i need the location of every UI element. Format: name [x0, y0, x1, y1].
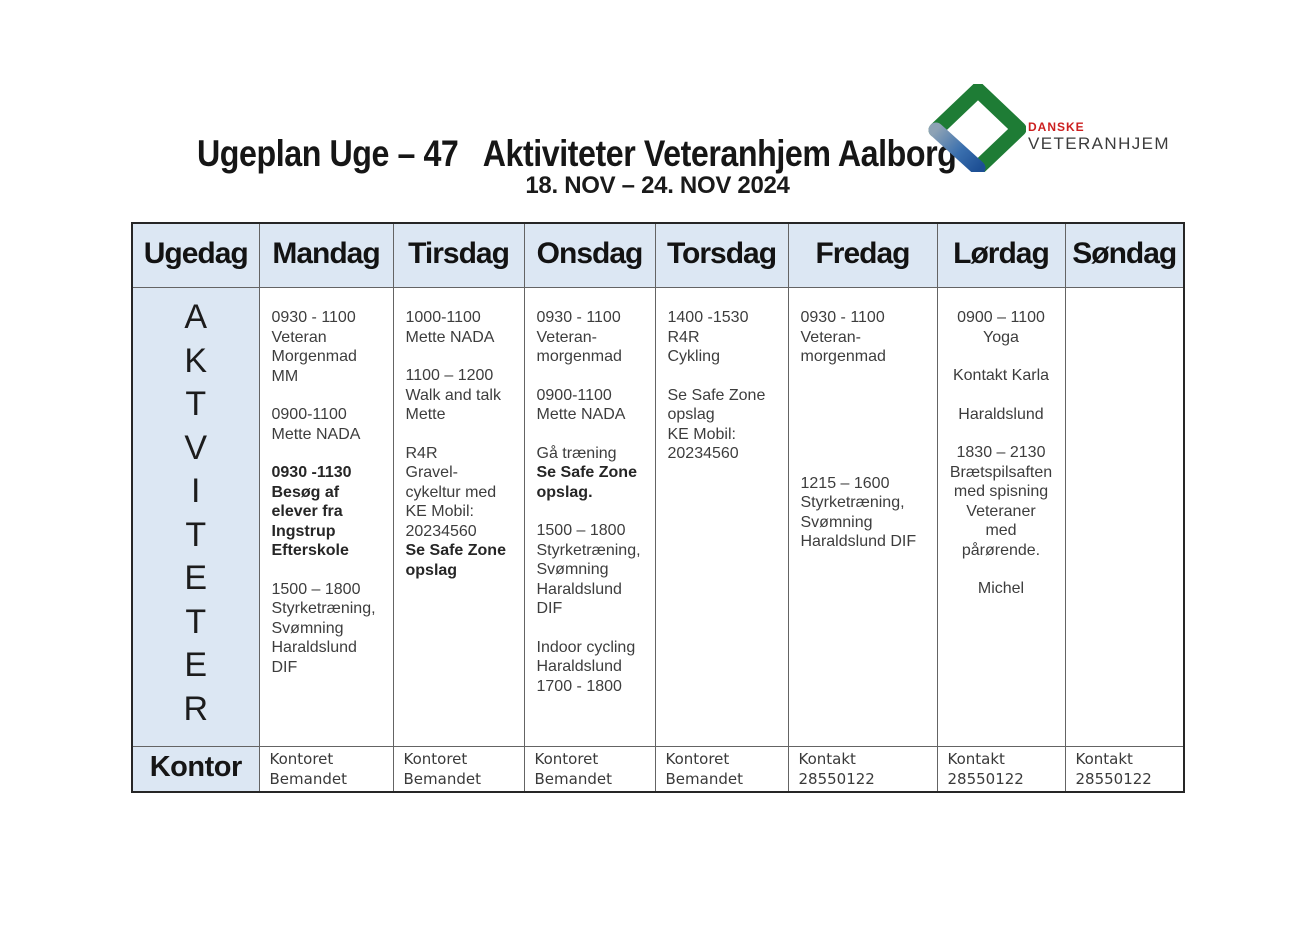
activities-cell-onsdag: [524, 288, 655, 747]
schedule-text-block: 1000-1100 Mette NADA: [405, 309, 495, 346]
kontor-cell-lordag: [937, 747, 1065, 792]
schedule-text-block: 0900-1100 Mette NADA: [271, 406, 361, 443]
schedule-text-block: 1400 -1530 R4R Cykling: [667, 309, 749, 365]
schedule-text-block: 0930 -1130 Besøg af elever fra Ingstrup Efterskole: [271, 464, 352, 559]
schedule-text-block: Haraldslund: [958, 405, 1044, 423]
page-title-text: Ugeplan Uge – 47 Aktiviteter Veteranhjem Aalborg: [197, 132, 957, 174]
kontor-cell-sondag: [1065, 747, 1184, 792]
schedule-text-block: Kontoret Bemandet: [269, 750, 347, 788]
schedule-text-block: Kontoret Bemandet: [403, 750, 481, 788]
col-header-tirsdag: Tirsdag: [393, 223, 524, 288]
vertical-letter: E: [184, 646, 208, 684]
schedule-text-block: 0930 - 1100 Veteran Morgenmad MM: [271, 309, 357, 385]
kontor-cell-fredag: [788, 747, 937, 792]
activities-cell-sondag: [1065, 288, 1184, 747]
vertical-letter: T: [185, 602, 207, 641]
col-header-fredag: Fredag: [788, 223, 937, 288]
vertical-letter: T: [185, 515, 207, 554]
kontor-row: [132, 747, 1184, 792]
schedule-text-block: 0930 - 1100 Veteran- morgenmad: [800, 309, 886, 365]
kontor-cell-onsdag: [524, 747, 655, 792]
activities-cell-torsdag: [655, 288, 788, 747]
day-header-row: [132, 223, 1184, 288]
schedule-text-block: R4R Gravel- cykeltur med KE Mobil: 20234560 Se Safe Zone opslag: [405, 444, 506, 579]
schedule-text-block: 1500 – 1800 Styrketræning, Svømning Haraldslund DIF: [271, 580, 376, 676]
schedule-text-block: Kontoret Bemandet: [534, 750, 612, 788]
logo-wordmark: [1028, 84, 1170, 152]
diamond-logo-icon: [926, 84, 1026, 172]
activities-cell-fredag: [788, 288, 937, 747]
activities-cell-mandag: [259, 288, 393, 747]
schedule-text-block: Kontakt 28550122: [1075, 750, 1152, 788]
schedule-text-block: 0930 - 1100 Veteran- morgenmad: [536, 309, 622, 365]
vertical-letter: K: [184, 341, 208, 380]
schedule-text-block: 1500 – 1800 Styrketræning, Svømning Haraldslund DIF: [536, 522, 641, 617]
schedule-text-block: [801, 386, 930, 411]
vertical-letter: E: [184, 559, 208, 597]
col-header-torsdag: Torsdag: [655, 223, 788, 288]
schedule-text-block: Gå træning Se Safe Zone opslag.: [536, 444, 637, 501]
schedule-text-block: 1830 – 2130 Brætspilsaften med spisning Veteraner med pårørende.: [949, 444, 1053, 559]
col-header-sondag: Søndag: [1065, 223, 1184, 288]
schedule-text-block: Indoor cycling Haraldslund 1700 - 1800: [536, 638, 636, 695]
schedule-text-block: 1215 – 1600 Styrketræning, Svømning Haraldslund DIF: [800, 474, 917, 550]
schedule-text-block: Se Safe Zone opslag KE Mobil: 20234560: [667, 386, 766, 462]
logo-brand-veteranhjem: VETERANHJEM: [1028, 134, 1170, 153]
schedule-text-block: 1100 – 1200 Walk and talk Mette: [405, 367, 501, 423]
schedule-text-block: 0900-1100 Mette NADA: [536, 386, 626, 423]
kontor-row-label: Kontor: [132, 747, 259, 792]
schedule-text-block: 0900 – 1100 Yoga: [957, 309, 1045, 346]
col-header-mandag: Mandag: [259, 223, 393, 288]
col-header-lordag: Lørdag: [937, 223, 1065, 288]
vertical-letter: R: [183, 689, 209, 728]
vertical-letter: I: [191, 472, 201, 510]
schedule-text-block: Michel: [977, 580, 1025, 597]
date-range-subtitle: 18. NOV – 24. NOV 2024: [525, 172, 790, 199]
week-schedule-table: [131, 222, 1185, 793]
kontor-cell-torsdag: [655, 747, 788, 792]
logo-brand-danske: DANSKE: [1028, 120, 1085, 134]
kontor-cell-tirsdag: [393, 747, 524, 792]
schedule-text-block: Kontakt 28550122: [947, 750, 1024, 788]
vertical-letter: T: [185, 385, 207, 423]
activities-cell-lordag: [937, 288, 1065, 747]
schedule-text-block: Kontakt 28550122: [798, 750, 875, 788]
schedule-text-block: Kontoret Bemandet: [665, 750, 743, 788]
activities-cell-tirsdag: [393, 288, 524, 747]
kontor-cell-mandag: [259, 747, 393, 792]
activities-row: [132, 288, 1184, 747]
schedule-text-block: [801, 430, 930, 455]
activities-row-label: [132, 288, 259, 747]
vertical-letter: A: [184, 298, 208, 336]
danske-veteranhjem-logo: [926, 84, 1170, 172]
schedule-text-block: Kontakt Karla: [952, 367, 1050, 384]
vertical-letter: V: [184, 428, 208, 467]
col-header-ugedag: Ugedag: [132, 223, 259, 288]
col-header-onsdag: Onsdag: [524, 223, 655, 288]
